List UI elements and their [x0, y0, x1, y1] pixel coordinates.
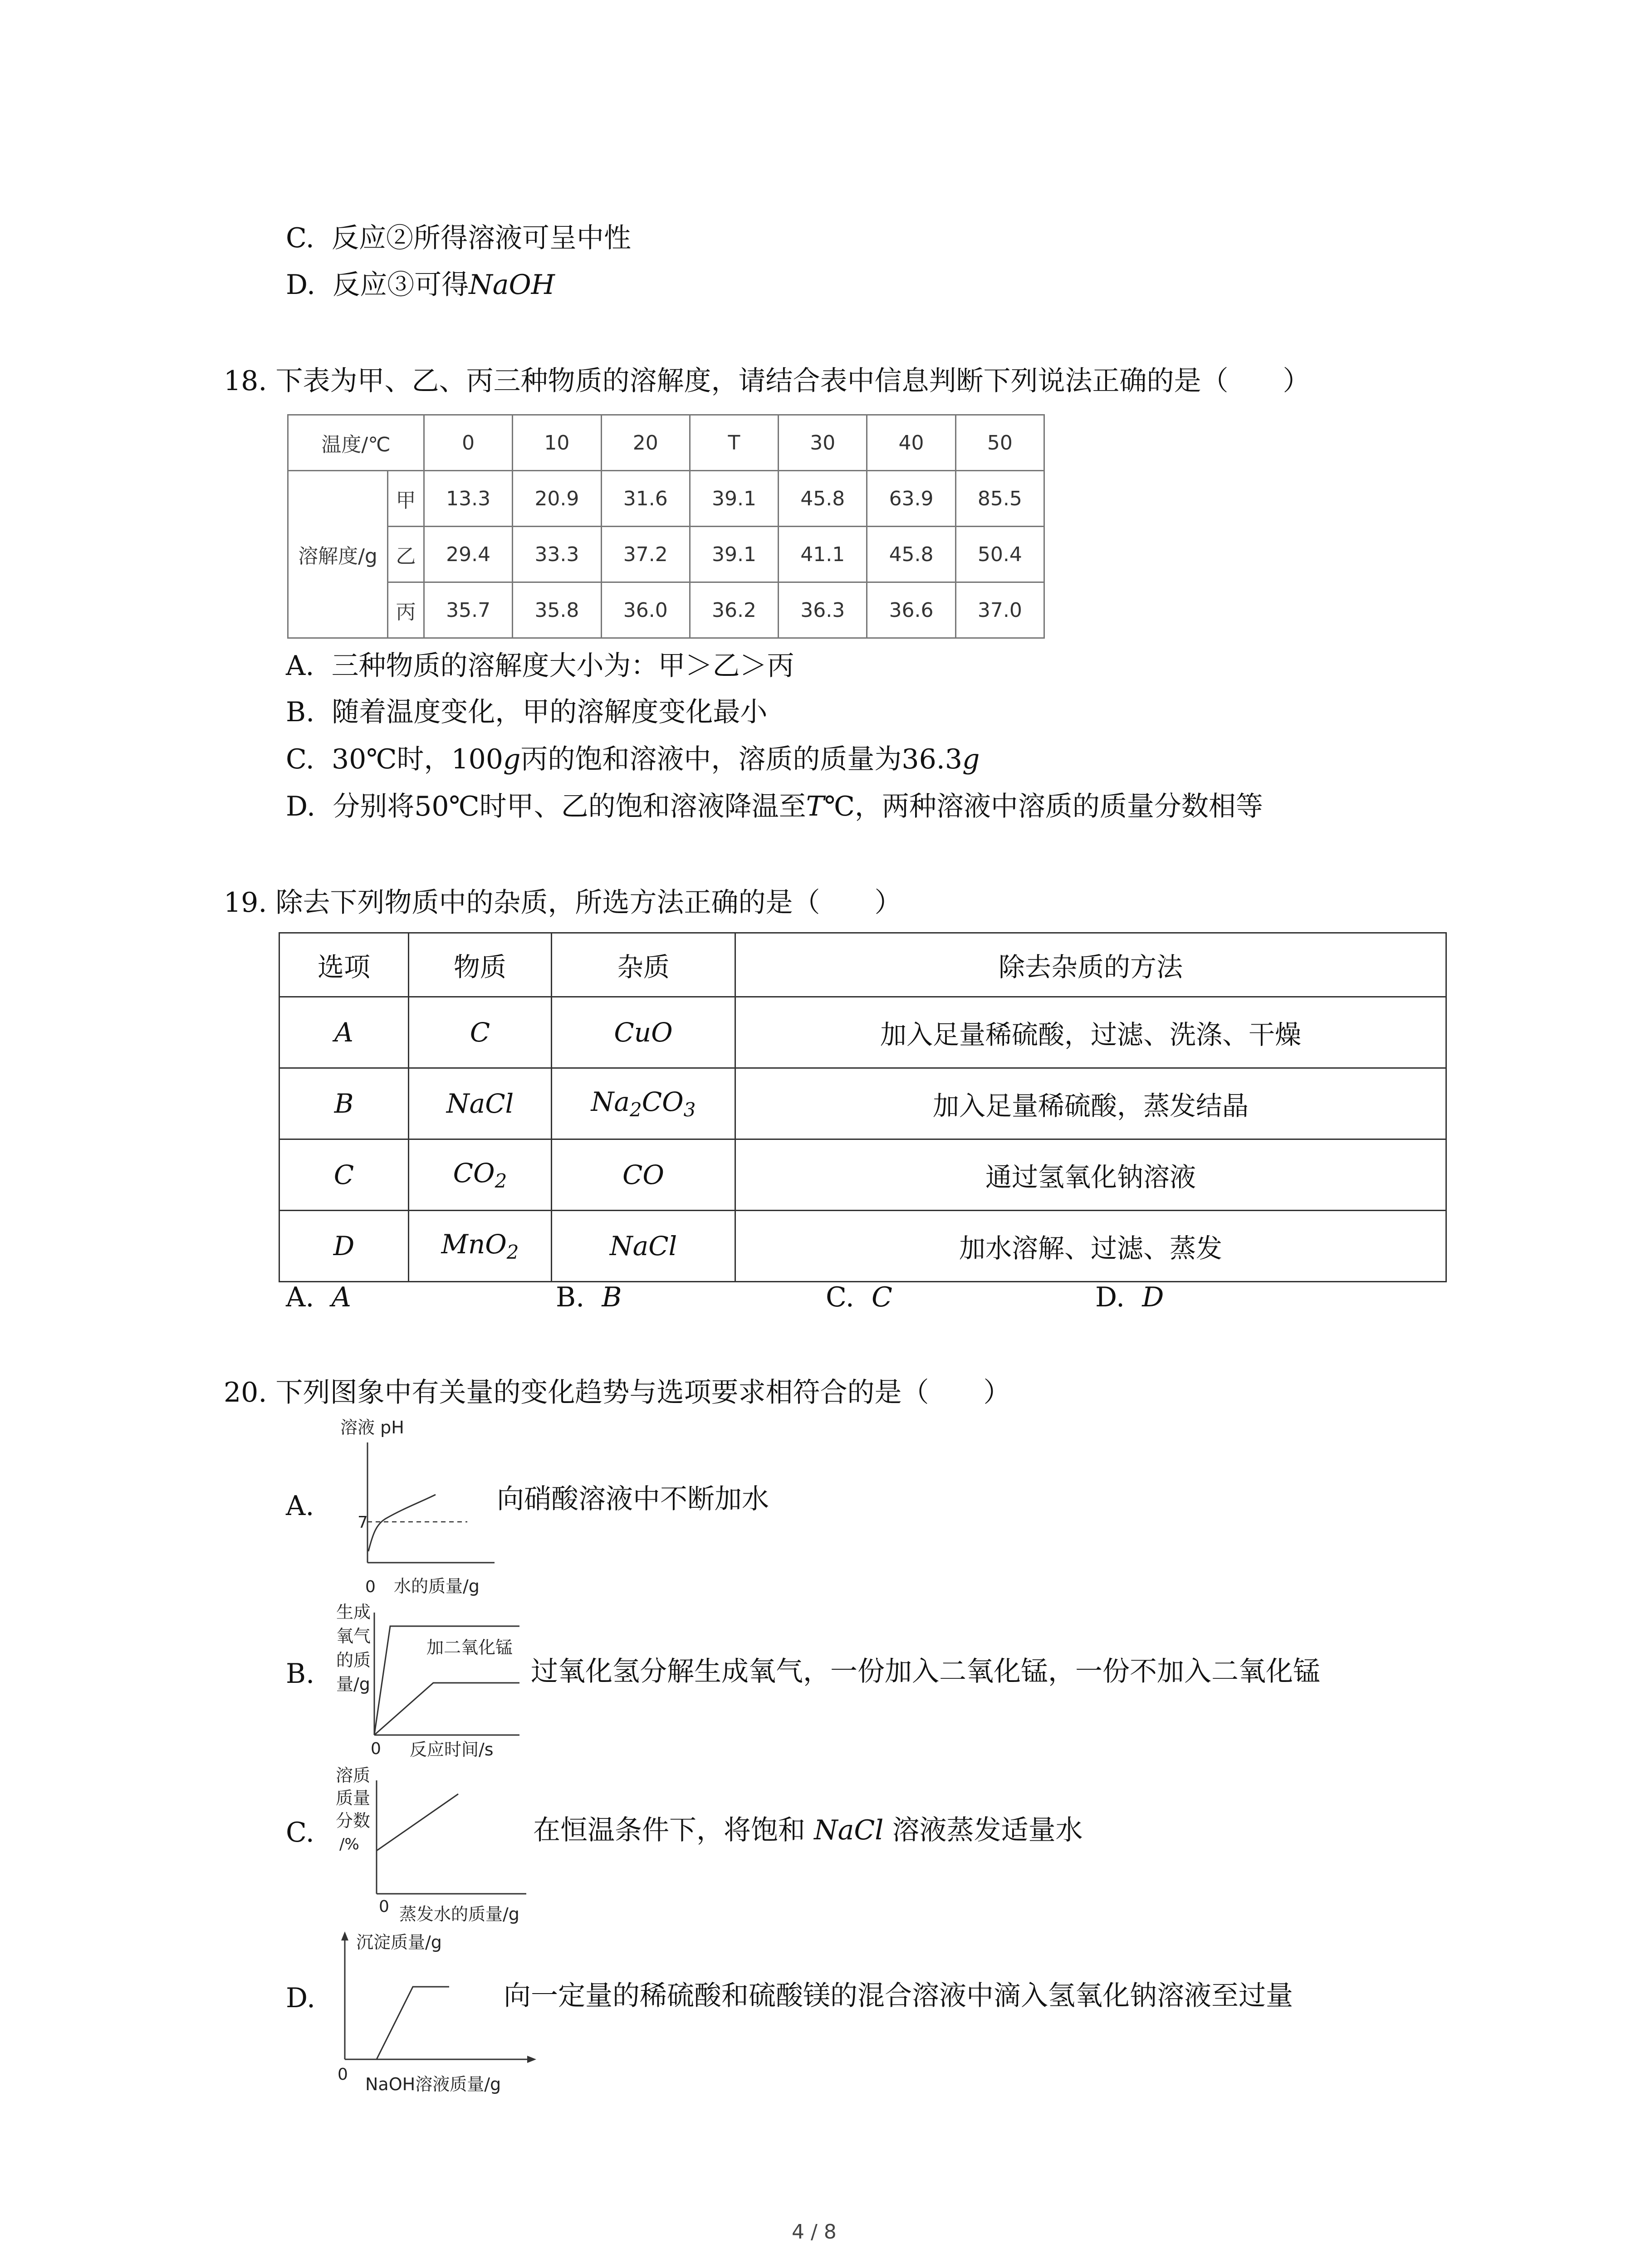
solubility-header: 溶解度/g: [288, 471, 388, 638]
value-cell: 45.8: [867, 527, 955, 582]
graph-b-ylabel: 生成: [336, 1602, 371, 1622]
value-cell: 63.9: [867, 471, 955, 527]
graph-b: [329, 1599, 529, 1762]
value-cell: 37.2: [601, 527, 690, 582]
table-row: [288, 471, 1044, 527]
table-row: [279, 1211, 1446, 1282]
q20-option-c-desc: 在恒温条件下，将饱和 NaCl 溶液蒸发适量水: [533, 1814, 1083, 1846]
q20-option-d-desc: 向一定量的稀硫酸和硫酸镁的混合溶液中滴入氢氧化钠溶液至过量: [504, 1980, 1293, 2012]
header-substance: 物质: [409, 933, 552, 997]
q18-option-d: D. 分别将50℃时甲、乙的饱和溶液降温至T℃，两种溶液中溶质的质量分数相等: [286, 791, 1263, 822]
q20-option-d-letter: D.: [286, 1982, 316, 2014]
value-cell: 36.0: [601, 582, 690, 638]
substance-cell: $CO_2$: [409, 1139, 552, 1211]
value-cell: 37.0: [955, 582, 1044, 638]
value-cell: 36.2: [690, 582, 778, 638]
value-cell: 85.5: [955, 471, 1044, 527]
graph-b-curve-nocatalyst: [374, 1683, 519, 1735]
q18-stem: 18. 下表为甲、乙、丙三种物质的溶解度，请结合表中信息判断下列说法正确的是（ ）: [224, 365, 1310, 397]
graph-c-xlabel: 蒸发水的质量/g: [399, 1904, 519, 1924]
value-cell: 41.1: [779, 527, 867, 582]
q20-option-c-letter: C.: [286, 1817, 314, 1848]
temp-header: 温度/℃: [288, 415, 424, 471]
impurity-cell: CO: [552, 1139, 735, 1211]
graph-d-origin: 0: [338, 2065, 348, 2084]
graph-b-curve-label: 加二氧化锰: [426, 1637, 513, 1657]
graph-b-ylabel: 的质: [336, 1650, 371, 1670]
graph-b-xlabel: 反应时间/s: [410, 1740, 494, 1760]
substance-name: 乙: [388, 527, 424, 582]
impurity-cell: CuO: [552, 997, 735, 1068]
table-row: [279, 997, 1446, 1068]
graph-c-ylabel: /%: [339, 1835, 359, 1853]
value-cell: 36.6: [867, 582, 955, 638]
impurity-table: [279, 932, 1447, 1282]
page-number: 4 / 8: [792, 2220, 837, 2244]
substance-cell: C: [409, 997, 552, 1068]
prev-option-d: D. 反应③可得NaOH: [286, 269, 555, 301]
table-row: [288, 527, 1044, 582]
q18-option-b: B. 随着温度变化，甲的溶解度变化最小: [286, 696, 768, 728]
table-row: [288, 582, 1044, 638]
temp-cell: 40: [867, 415, 955, 471]
substance-name: 甲: [388, 471, 424, 527]
table-row: [279, 1139, 1446, 1211]
q19-answer-c: C. C: [826, 1281, 892, 1313]
value-cell: 35.7: [424, 582, 513, 638]
method-cell: 加水溶解、过滤、蒸发: [735, 1211, 1446, 1282]
graph-c-origin: 0: [379, 1897, 389, 1916]
option-cell: A: [279, 997, 409, 1068]
value-cell: 20.9: [513, 471, 601, 527]
q20-option-b-letter: B.: [286, 1658, 315, 1690]
table-row: [279, 933, 1446, 997]
graph-b-origin: 0: [371, 1740, 381, 1758]
option-cell: C: [279, 1139, 409, 1211]
graph-c: [331, 1762, 540, 1926]
header-method: 除去杂质的方法: [735, 933, 1446, 997]
value-cell: 35.8: [513, 582, 601, 638]
graph-d-curve: [345, 1987, 449, 2059]
impurity-cell: $Na_2CO_3$: [552, 1068, 735, 1139]
method-cell: 加入足量稀硫酸，过滤、洗涤、干燥: [735, 997, 1446, 1068]
value-cell: 13.3: [424, 471, 513, 527]
method-cell: 通过氢氧化钠溶液: [735, 1139, 1446, 1211]
q19-answer-a: A. A: [286, 1281, 351, 1313]
graph-d-xaxis-arrow: [527, 2056, 536, 2063]
header-option: 选项: [279, 933, 409, 997]
value-cell: 33.3: [513, 527, 601, 582]
q20-option-b-desc: 过氧化氢分解生成氧气，一份加入二氧化锰，一份不加入二氧化锰: [531, 1656, 1320, 1687]
q18-option-a: A. 三种物质的溶解度大小为：甲＞乙＞丙: [286, 650, 794, 682]
graph-c-ylabel: 质量: [336, 1788, 371, 1808]
impurity-cell: NaCl: [552, 1211, 735, 1282]
temp-cell: 30: [779, 415, 867, 471]
graph-a-xlabel: 水的质量/g: [394, 1576, 480, 1596]
graph-d-ylabel: 沉淀质量/g: [356, 1932, 442, 1952]
option-cell: B: [279, 1068, 409, 1139]
q20-option-a-letter: A.: [286, 1490, 314, 1522]
q19-answer-b: B. B: [556, 1281, 622, 1313]
graph-a-curve: [368, 1495, 436, 1551]
graph-c-curve: [377, 1794, 458, 1851]
value-cell: 36.3: [779, 582, 867, 638]
substance-cell: MnO$_2$: [409, 1211, 552, 1282]
graph-d-xlabel: NaOH溶液质量/g: [365, 2074, 501, 2094]
graph-c-ylabel: 分数: [336, 1811, 371, 1831]
graph-a-origin: 0: [365, 1578, 376, 1596]
q19-answer-d: D. D: [1095, 1281, 1164, 1313]
temp-cell: 50: [955, 415, 1044, 471]
temp-cell: 0: [424, 415, 513, 471]
graph-a: [331, 1415, 513, 1606]
graph-a-ylabel: 溶液 pH: [340, 1418, 404, 1437]
graph-b-ylabel: 氧气: [336, 1626, 371, 1646]
q20-stem: 20. 下列图象中有关量的变化趋势与选项要求相符合的是（ ）: [224, 1377, 1011, 1408]
graph-b-ylabel: 量/g: [336, 1674, 370, 1694]
graph-d-yaxis-arrow: [341, 1931, 348, 1941]
option-cell: D: [279, 1211, 409, 1282]
value-cell: 39.1: [690, 471, 778, 527]
value-cell: 39.1: [690, 527, 778, 582]
temp-cell: 10: [513, 415, 601, 471]
header-impurity: 杂质: [552, 933, 735, 997]
table-row: [288, 415, 1044, 471]
method-cell: 加入足量稀硫酸，蒸发结晶: [735, 1068, 1446, 1139]
graph-c-ylabel: 溶质: [336, 1765, 371, 1785]
value-cell: 29.4: [424, 527, 513, 582]
table-row: [279, 1068, 1446, 1139]
value-cell: 31.6: [601, 471, 690, 527]
solubility-table: [287, 414, 1045, 639]
prev-option-c: C. 反应②所得溶液可呈中性: [286, 222, 631, 254]
q19-stem: 19. 除去下列物质中的杂质，所选方法正确的是（ ）: [224, 887, 902, 919]
value-cell: 45.8: [779, 471, 867, 527]
value-cell: 50.4: [955, 527, 1044, 582]
substance-cell: NaCl: [409, 1068, 552, 1139]
graph-a-tick: 7: [358, 1513, 368, 1532]
q20-option-a-desc: 向硝酸溶液中不断加水: [497, 1483, 769, 1515]
temp-cell: 20: [601, 415, 690, 471]
substance-name: 丙: [388, 582, 424, 638]
q18-option-c: C. 30℃时，100g丙的饱和溶液中，溶质的质量为36.3g: [286, 743, 980, 775]
temp-cell: T: [690, 415, 778, 471]
